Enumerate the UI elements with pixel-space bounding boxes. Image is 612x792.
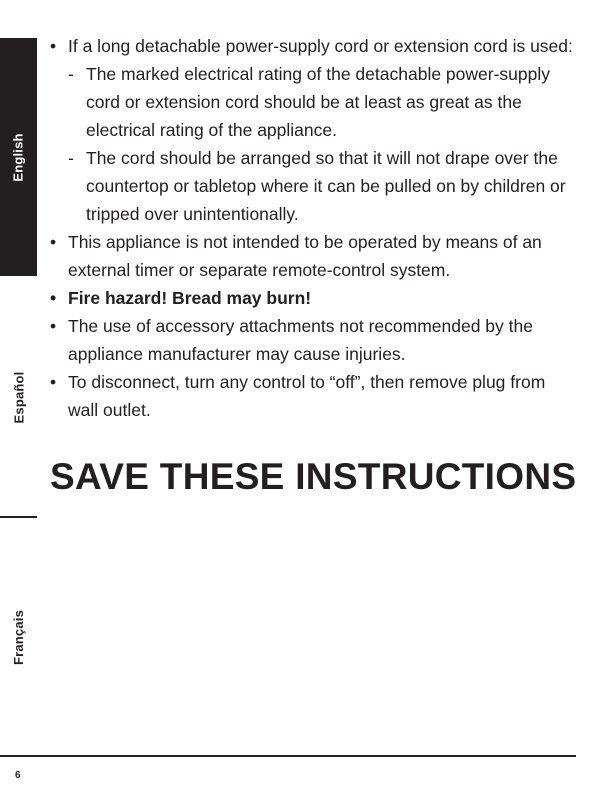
safety-instructions-list [50, 32, 580, 424]
list-item-text: This appliance is not intended to be operated by means of an external timer or separate remote-control system. [68, 232, 542, 280]
sub-item-cord-rating [50, 60, 580, 144]
list-item-accessory-attachments [50, 312, 580, 368]
dash-icon: - [68, 64, 74, 84]
list-item-text: To disconnect, turn any control to “off”, then remove plug from wall outlet. [68, 372, 546, 420]
bullet-icon: • [50, 372, 57, 392]
list-item-text: If a long detachable power-supply cord or extension cord is used: [68, 36, 573, 56]
list-item-external-timer [50, 228, 580, 284]
list-item-text: The use of accessory attachments not recommended by the appliance manufacturer may cause injuries. [68, 316, 533, 364]
list-item-disconnect [50, 368, 580, 424]
sub-item-cord-arrangement [50, 144, 580, 228]
language-tab-francais-label: Français [11, 609, 27, 665]
sub-item-text: The cord should be arranged so that it will not drape over the countertop or tabletop where it can be pulled on by children or tripped over unintentionally. [86, 148, 566, 224]
language-tab-espanol [0, 278, 37, 516]
language-tab-espanol-label: Español [11, 371, 26, 423]
bullet-icon: • [50, 36, 57, 56]
language-tab-english [0, 38, 37, 276]
dash-icon: - [68, 148, 74, 168]
sub-item-text: The marked electrical rating of the detachable power-supply cord or extension cord should be at least as great as the electrical rating of the appliance. [86, 64, 550, 140]
bullet-icon: • [50, 288, 57, 308]
bullet-icon: • [50, 316, 57, 336]
list-item-fire-hazard [50, 284, 580, 312]
language-tab-francais [0, 518, 37, 756]
bullet-icon: • [50, 232, 57, 252]
language-tab-english-label: English [11, 132, 27, 182]
page-number: 6 [15, 770, 21, 781]
list-item-text: Fire hazard! Bread may burn! [68, 288, 312, 308]
save-instructions-heading: SAVE THESE INSTRUCTIONS [50, 456, 577, 497]
list-item-extension-cord [50, 32, 580, 60]
footer-rule [0, 755, 576, 757]
